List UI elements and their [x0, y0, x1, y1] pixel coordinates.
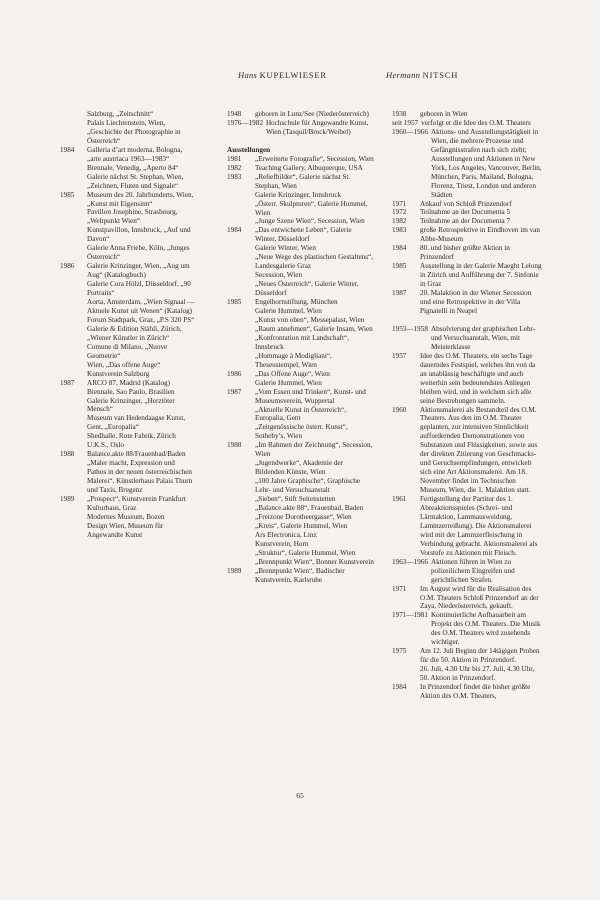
list-item: [60, 450, 195, 495]
entry-text: „Erweiterte Fotografie“, Secession, Wien: [255, 154, 374, 163]
list-item: [227, 567, 374, 585]
entry-year: 1953—1958: [392, 324, 428, 333]
list-item: [227, 370, 374, 388]
entry-text: Galleria d’art moderna, Bologna, „arte austriaca 1963—1983“ Biennale, Venedig, „Aperto 84“ Galerie nächst St. Stephan, Wien, „Zeichnen, Fluten und Signale“: [87, 145, 184, 190]
entry-text: ARCO 87, Madrid (Katalog) Biennale, Sao Paulo, Brasilien Galerie Krinzinger, „Herztöter Mensch“ Museum van Hedendaagse Kunst, Gent, „Europalia“ Shedhalle, Rote Fabrik, Zürich U.K.S., Oslo: [87, 378, 186, 450]
entry-year: 1984: [392, 683, 407, 692]
entry-year: 1982: [227, 163, 242, 172]
entry-year: 1985: [392, 262, 407, 271]
entry-year: 1985: [227, 298, 242, 307]
list-item: [227, 155, 374, 164]
header-left-first-name: Hans: [238, 70, 258, 80]
entry-text: „Reliefbilder“, Galerie nächst St. Stephan, Wien Galerie Krinzinger, Innsbruck „Österr. Skulpturen“, Galerie Hummel, Wien „Junge Szene Wien“, Secession, Wien: [255, 172, 368, 226]
entry-year: 1960: [392, 405, 407, 414]
entry-text: Aktionen führen in Wien zu polizeilichem Eingreifen und gerichtlichen Strafen.: [430, 557, 515, 584]
entry-text: Absolvierung der graphischen Lehr- und Versuchsanstalt, Wien, mit Meisterklasse: [430, 324, 536, 351]
entry-text: Salzburg, „Zeitschnitt“ Palais Liechtenstein, Wien, „Geschichte der Photographie in Österreich“: [87, 110, 181, 145]
column-kupelwieser: [227, 110, 374, 585]
entry-text: geboren in Wien: [420, 110, 468, 118]
entry-text: Fertigstellung der Partitur des 1. Abreaktionsspieles (Schrei- und Lärmaktion, Lammausweidung, Lammzerreißung). Die Aktionsmalerei wird mit der Lammzerfleischung in Verbindung gebracht. Aktionsmalerei als Vorstufe zu Aktionen mit Fleisch.: [420, 495, 538, 557]
list-item: [392, 352, 542, 406]
list-item: [60, 495, 195, 540]
list-item: [227, 441, 374, 566]
list-item: [227, 298, 374, 370]
entry-year: 1984: [60, 145, 75, 154]
header-left-last-name: KUPELWIESER: [259, 70, 327, 80]
entry-text: 80. und bisher größte Aktion in Prinzendorf: [420, 244, 510, 262]
list-item: [392, 200, 542, 209]
entry-year: 1976—1982: [227, 118, 263, 127]
entry-year: 1983: [392, 226, 407, 235]
column-exhibitions-continued: [60, 110, 195, 540]
entry-year: 1963—1966: [392, 557, 428, 566]
header-right-first-name: Hermann: [386, 70, 421, 80]
entry-text: „Prospect“, Kunstverein Frankfurt Kulturhaus, Graz Modernes Museum, Bozen Design Wien, Museum für Angewandte Kunst: [87, 494, 186, 539]
entry-year: 1983: [227, 172, 242, 181]
entry-text: Teilnahme an der Documenta 5: [420, 208, 511, 217]
entry-text: „Brennpunkt Wien“, Badischer Kunstverein, Karlsruhe: [255, 566, 345, 584]
header-artist-right: [386, 70, 458, 80]
list-item: [60, 262, 195, 378]
header-right-last-name: NITSCH: [422, 70, 459, 80]
entry-text: Museum des 20. Jahrhunderts, Wien, „Kunst mit Eigensinn“ Pavillon Josephine, Strasbourg, „Weltpunkt Wien“ Kunstpavillon, Innsbruck, „Auf und Davon“ Galerie Anna Friebe, Köln, „Junges Österreich“: [87, 190, 194, 262]
entry-year: 1972: [392, 208, 407, 217]
list-item: [392, 611, 542, 647]
entry-year: 1982: [392, 217, 407, 226]
column-nitsch: [392, 110, 542, 701]
list-item: [60, 191, 195, 263]
bio-item: [392, 119, 542, 128]
entry-year: seit 1957: [392, 118, 419, 127]
list-item: [227, 226, 374, 298]
list-item: [392, 244, 542, 262]
list-item: [392, 558, 542, 585]
entry-text: 20. Malaktion in der Wiener Secession und eine Retrospektive in der Villa Pignatelli in Neapel: [420, 289, 532, 315]
entry-year: 1938: [392, 110, 407, 118]
entry-year: 1988: [60, 450, 75, 459]
entry-text: Aktionsmalerei als Bestandteil des O.M. Theaters. Aus den im O.M. Theater geplanten, zur intensiven Sinnlichkeit auffordernden Demonstrationen von Substanzen und Flüssigkeiten, sowie aus der direkten Zitierung von Geschmacks- und Geruchsempfindungen, entwickelt sich eine Art Aktionsmalerei. Am 18. November findet im Technischen Museum, Wien, die 1. Malaktion statt.: [420, 405, 538, 495]
entry-text: Ausstellung in der Galerie Maeght Lelong in Zürich und Aufführung der 7. Sinfonie in Graz: [420, 262, 542, 289]
list-item: [227, 173, 374, 227]
list-item: [392, 325, 542, 352]
list-item: [227, 388, 374, 442]
entry-text: Kontinuierliche Aufbauarbeit am Projekt des O.M. Theaters. Die Musik des O.M. Theaters wird zusehends wichtiger.: [430, 611, 541, 647]
list-item: [392, 683, 542, 701]
bio-item: [227, 119, 374, 137]
list-item: [227, 164, 374, 173]
entry-year: [60, 110, 87, 146]
list-item: [392, 585, 542, 612]
entry-text: Engelhornstiftung, München Galerie Hummel, Wien „Kunst von oben“, Messepalast, Wien „Raum annehmen“, Galerie Insam, Wien „Konfrontation mit Landschaft“, Innsbruck „Hommage à Modigliani“, Theseustempel, Wien: [255, 298, 373, 369]
entry-year: 1985: [60, 190, 75, 199]
entry-text: Aktions- und Ausstellungstätigkeit in Wien, die mehrere Prozesse und Gefängnisstrafen nach sich zieht; Ausstellungen und Aktionen in New York, Los Angeles, Vancouver, Berlin, München, Paris, Mailand, Bologna, Florenz, Triest, London und anderen Städten: [430, 127, 542, 199]
entry-year: 1975: [392, 647, 407, 656]
entry-text: „Vom Essen und Trinken“, Kunst- und Museumsverein, Wuppertal „Aktuelle Kunst in Österreich“, Europalia, Gent „Zeitgenössische österr. Kunst“, Sotheby’s, Wien: [255, 387, 366, 441]
entry-text: verfolgt er die Idee des O.M. Theaters: [421, 118, 531, 127]
entry-text: Ankauf von Schloß Prinzendorf: [420, 199, 512, 208]
entry-year: 1948: [227, 110, 242, 118]
entry-text: In Prinzendorf findet die bisher größte Aktion des O.M. Theaters,: [420, 683, 531, 700]
entry-text: „Im Rahmen der Zeichnung“, Secession, Wien „Jugendwerke“, Akademie der Bildenden Künste, Wien „100 Jahre Graphische“, Graphische Lehr- und Versuchsanstalt „Sieben“, Stift Seitenstetten „Balance.akte 88“, Frauenbad, Baden „Freizone Dorotheergasse“, Wien „Kreis“, Galerie Hummel, Wien Ars Electronica, Linz Kunstverein, Horn „Struktur“, Galerie Hummel, Wien „Brennpunkt Wien“, Bonner Kunstverein: [255, 441, 374, 566]
entry-year: 1971: [392, 199, 407, 208]
header-artist-left: [238, 70, 327, 80]
entry-year: 1987: [392, 289, 407, 298]
entry-text: „Das entwichene Leben“, Galerie Winter, Düsseldorf Galerie Winter, Wien „Neue Wege des plastischen Gestaltens“, Landesgalerie Graz Secession, Wien „Neues Österreich“, Galerie Winter, Düsseldorf: [255, 226, 374, 298]
entry-year: 1989: [227, 566, 242, 575]
list-item: [392, 128, 542, 200]
entry-year: 1971—1981: [392, 611, 428, 620]
entry-year: 1989: [60, 494, 75, 503]
list-item: [392, 495, 542, 558]
entry-text: Teaching Gallery, Albuquerque, USA: [255, 163, 363, 172]
entry-text: geboren in Lunz/See (Niederösterreich): [255, 110, 369, 118]
list-item: [392, 262, 542, 289]
list-item: [392, 217, 542, 226]
entry-text: Balance.akte 88/Frauenbad/Baden „Maler macht, Expression und Pathos in der neuen österreichischen Malerei“, Künstlerhaus Palais Thurn und Taxis, Bregenz: [87, 450, 193, 495]
bio-item: [392, 110, 542, 119]
list-item: [60, 379, 195, 451]
list-item: [60, 146, 195, 191]
entry-year: 1961: [392, 495, 407, 504]
entry-year: 1988: [227, 441, 242, 450]
entry-text: Galerie Krinzinger, Wien, „Aug um Aug“ (Katalogbuch) Galerie Cora Hölzl, Düsseldorf, „90 Portraits“ Aorta, Amsterdam, „Wien Signaal — Aktuele Kunst uit Wenen“ (Katalog) Forum Stadtpark, Graz, „P.S 320 PS“ Galerie & Edition Stähli, Zürich, „Wiener Künstler in Zürich“ Comune di Milano, „Nuove Geometrie“ Wien, „Das offene Auge“ Kunstverein Salzburg: [87, 262, 195, 378]
bio-item: [227, 110, 374, 119]
entry-year: 1987: [60, 378, 75, 387]
entry-year: 1984: [392, 244, 407, 253]
entry-year: 1971: [392, 584, 407, 593]
entry-text: Hochschule für Angewandte Kunst, Wien (Tasquil/Brock/Weibel): [265, 118, 369, 136]
section-heading: Ausstellungen: [227, 145, 271, 154]
list-item: [392, 647, 542, 683]
entry-text: große Retrospektive in Eindhoven im van Abbe-Museum: [420, 226, 540, 244]
list-item: [392, 226, 542, 244]
page-number: 65: [296, 791, 304, 800]
entry-text: Im August wird für die Realisation des O.M. Theaters Schloß Prinzendorf an der Zaya, Niederösterreich, gekauft.: [420, 584, 539, 611]
entry-year: 1981: [227, 154, 242, 163]
entry-year: 1960—1966: [392, 127, 428, 136]
entry-year: 1957: [392, 351, 407, 360]
list-item: [392, 289, 542, 316]
list-item: [60, 110, 195, 146]
entry-year: 1987: [227, 387, 242, 396]
entry-text: Teilnahme an der Documenta 7: [420, 217, 511, 226]
entry-text: Idee des O.M. Theaters, ein sechs Tage dauerndes Festspiel, welches ihn von da an unablässig beschäftigte und auch weiterhin sein bedeutendstes Anliegen bleiben wird, und in welchem sich alle seine Bestrebungen sammeln.: [420, 351, 536, 405]
entry-text: Am 12. Juli Beginn der 14tägigen Proben für die 50. Aktion in Prinzendorf. 26. Juli, 4.30 Uhr bis 27. Juli, 4.30 Uhr, 50. Aktion in Prinzendorf.: [420, 647, 540, 683]
list-item: [392, 406, 542, 496]
entry-year: 1986: [60, 262, 75, 271]
entry-text: „Das Offene Auge“, Wien Galerie Hummel, Wien: [255, 369, 330, 387]
list-item: [392, 208, 542, 217]
entry-year: 1984: [227, 226, 242, 235]
entry-year: 1986: [227, 369, 242, 378]
